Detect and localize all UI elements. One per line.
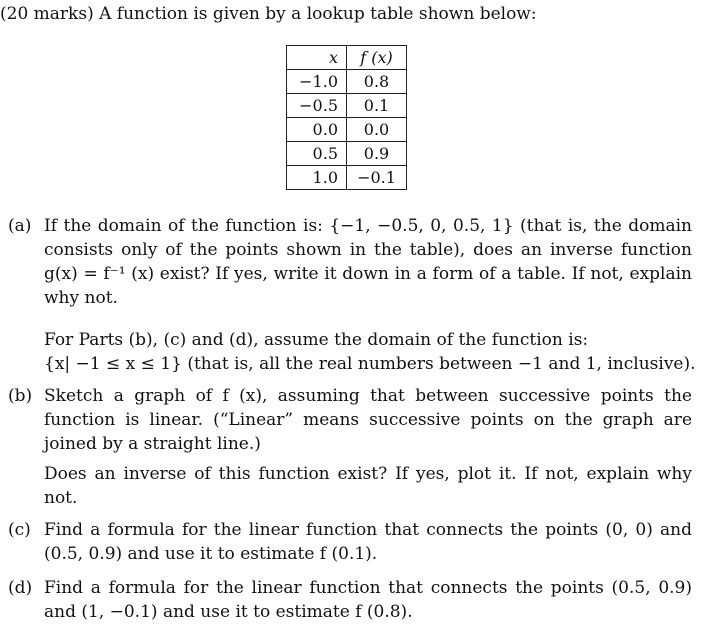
table-row — [287, 70, 407, 94]
table-row — [287, 94, 407, 118]
part-d-label: (d) — [8, 578, 33, 598]
part-d-text: Find a formula for the linear function that connects the points (0.5, 0.9) and (1, −0.1) and use it to estimate f (0.8). — [44, 578, 692, 622]
table-row — [287, 118, 407, 142]
column-header-fx: f (x) — [347, 46, 407, 70]
part-b-text-1: Sketch a graph of f (x), assuming that between successive points the function is linear. (“Linear” means successive points on the graph are joined by a straight line.) — [44, 386, 692, 454]
table-cell-x: 0.5 — [287, 142, 347, 166]
table-cell-x: 1.0 — [287, 166, 347, 190]
part-a — [8, 214, 698, 310]
table-cell-x: −1.0 — [287, 70, 347, 94]
part-b-text-2: Does an inverse of this function exist? If yes, plot it. If not, explain why not. — [44, 464, 692, 508]
part-d — [8, 576, 698, 624]
table-cell-x: 0.0 — [287, 118, 347, 142]
table-row — [287, 142, 407, 166]
part-c-text: Find a formula for the linear function that connects the points (0, 0) and (0.5, 0.9) and use it to estimate f (0.1). — [44, 520, 692, 564]
table-cell-fx: 0.9 — [347, 142, 407, 166]
part-c — [8, 518, 698, 566]
part-c-label: (c) — [8, 520, 31, 540]
domain-note — [44, 328, 696, 376]
lookup-table — [286, 45, 407, 190]
part-b-label: (b) — [8, 386, 33, 406]
lookup-table-container — [286, 45, 407, 190]
table-cell-fx: 0.0 — [347, 118, 407, 142]
table-cell-fx: −0.1 — [347, 166, 407, 190]
problem-heading: (20 marks) A function is given by a lookup table shown below: — [0, 4, 537, 24]
table-header-row — [287, 46, 407, 70]
domain-note-line-1: For Parts (b), (c) and (d), assume the domain of the function is: — [44, 330, 589, 350]
domain-note-line-2: {x| −1 ≤ x ≤ 1} (that is, all the real numbers between −1 and 1, inclusive). — [44, 354, 696, 374]
table-cell-fx: 0.8 — [347, 70, 407, 94]
table-row — [287, 166, 407, 190]
column-header-x: x — [287, 46, 347, 70]
part-a-text: If the domain of the function is: {−1, −0.5, 0, 0.5, 1} (that is, the domain consists only of the points shown in the table), does an inverse function g(x) = f⁻¹ (x) exist? If yes, write it down in a form of a table. If not, explain why not. — [44, 216, 692, 308]
table-cell-x: −0.5 — [287, 94, 347, 118]
table-cell-fx: 0.1 — [347, 94, 407, 118]
part-a-label: (a) — [8, 216, 32, 236]
part-b — [8, 384, 698, 510]
